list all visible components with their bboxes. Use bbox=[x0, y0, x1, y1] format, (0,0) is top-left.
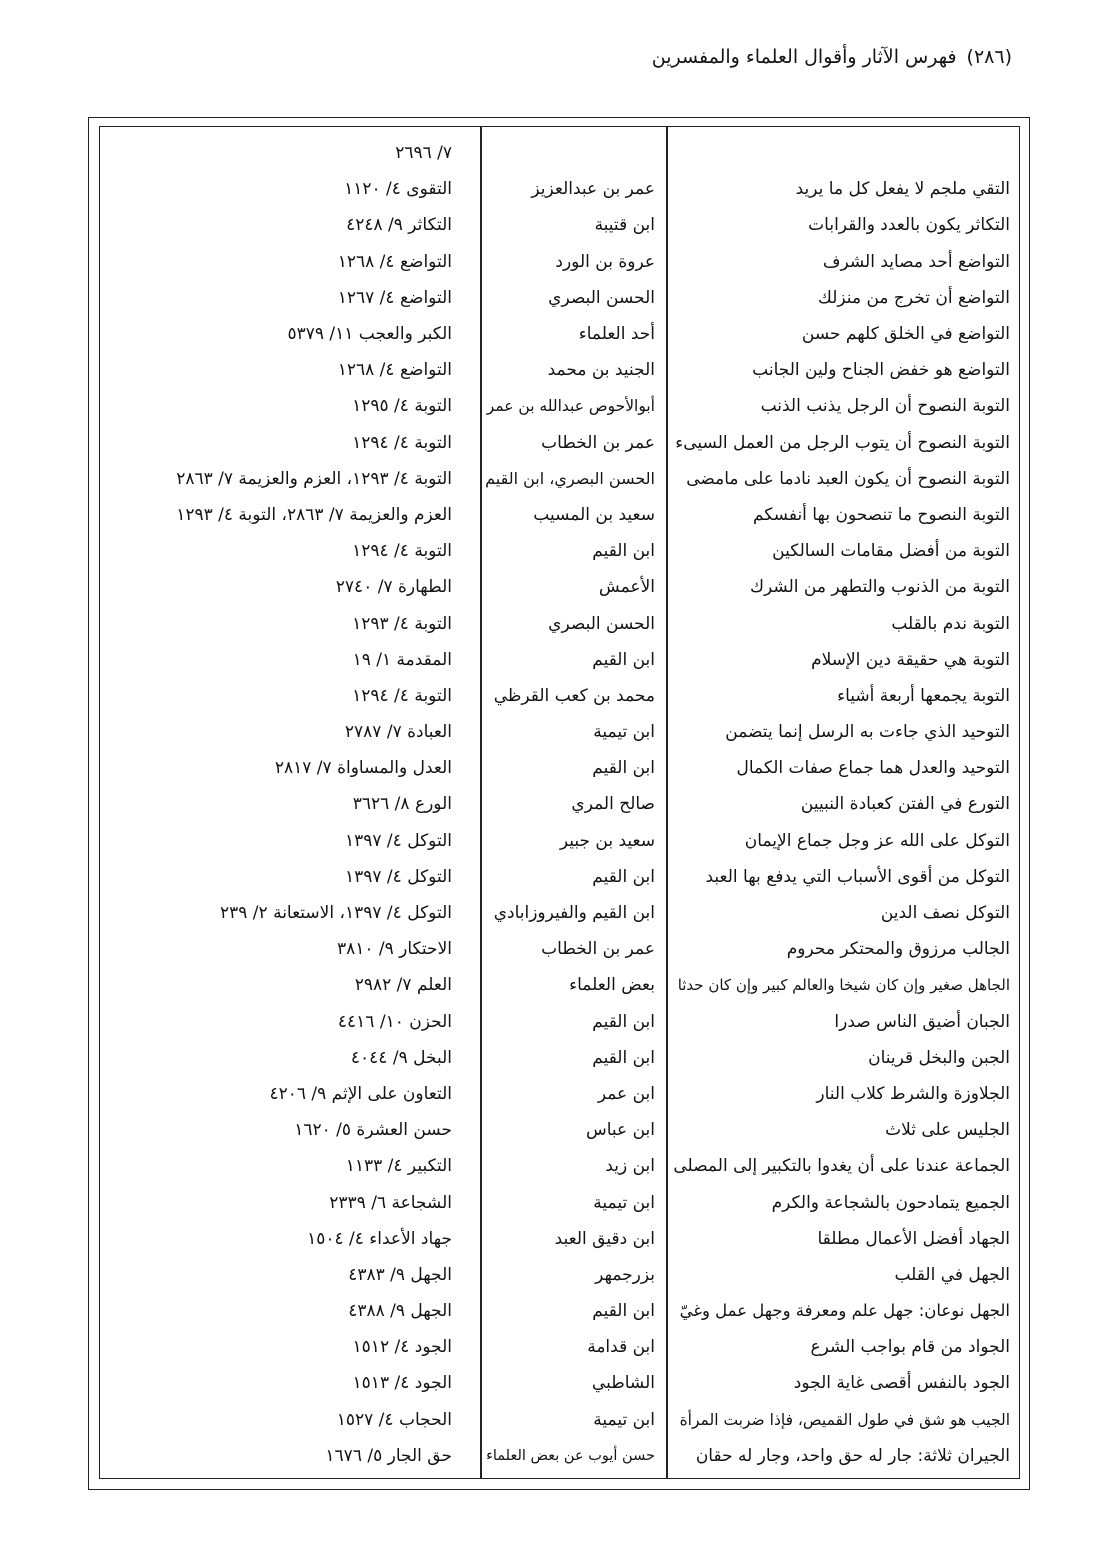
index-row bbox=[99, 1365, 1020, 1401]
saying-cell: الجبان أضيق الناس صدرا bbox=[834, 1011, 1010, 1032]
source-cell: الجنيد بن محمد bbox=[547, 360, 655, 381]
source-cell: عروة بن الورد bbox=[555, 251, 655, 272]
source-cell: ابن القيم والفيروزابادي bbox=[493, 903, 655, 924]
saying-cell: التوبة يجمعها أربعة أشياء bbox=[837, 685, 1010, 706]
reference-cell: التوبة ٤/ ١٢٩٣، العزم والعزيمة ٧/ ٢٨٦٣ bbox=[176, 468, 452, 489]
reference-cell: التوبة ٤/ ١٢٩٤ bbox=[352, 432, 452, 453]
saying-cell: الجهل نوعان: جهل علم ومعرفة وجهل عمل وغيّ bbox=[679, 1301, 1010, 1321]
index-row bbox=[99, 823, 1020, 859]
index-row bbox=[99, 714, 1020, 750]
saying-cell: التورع في الفتن كعبادة النبيين bbox=[800, 794, 1010, 815]
reference-cell: التوكل ٤/ ١٣٩٧ bbox=[345, 866, 452, 887]
saying-cell: التواضع في الخلق كلهم حسن bbox=[801, 324, 1010, 345]
source-cell: محمد بن كعب القرظي bbox=[493, 685, 655, 706]
index-row bbox=[99, 1293, 1020, 1329]
source-cell: سعيد بن المسيب bbox=[533, 504, 655, 525]
saying-cell: التواضع هو خفض الجناح ولين الجانب bbox=[752, 360, 1010, 381]
source-cell: ابن القيم bbox=[592, 758, 655, 779]
saying-cell: الجاهل صغير وإن كان شيخا والعالم كبير وإن كان حدثا bbox=[677, 976, 1010, 995]
source-cell: ابن القيم bbox=[592, 541, 655, 562]
reference-cell: البخل ٩/ ٤٠٤٤ bbox=[350, 1047, 452, 1068]
reference-cell: ٧/ ٢٦٩٦ bbox=[395, 143, 452, 164]
index-row bbox=[99, 1402, 1020, 1438]
index-row bbox=[99, 1112, 1020, 1148]
index-row bbox=[99, 425, 1020, 461]
saying-cell: الجيران ثلاثة: جار له حق واحد، وجار له حقان bbox=[695, 1445, 1010, 1466]
source-cell: حسن أيوب عن بعض العلماء bbox=[486, 1447, 655, 1464]
source-cell: ابن دقيق العبد bbox=[554, 1228, 655, 1249]
reference-cell: التقوى ٤/ ١١٢٠ bbox=[344, 179, 452, 200]
reference-cell: المقدمة ١/ ١٩ bbox=[352, 649, 452, 670]
saying-cell: التوبة النصوح أن الرجل يذنب الذنب bbox=[760, 396, 1010, 417]
saying-cell: الجواد من قام بواجب الشرع bbox=[810, 1337, 1010, 1358]
saying-cell: التوبة النصوح أن يكون العبد نادما على مامضى bbox=[686, 468, 1010, 489]
reference-cell: جهاد الأعداء ٤/ ١٥٠٤ bbox=[307, 1228, 452, 1249]
reference-cell: حسن العشرة ٥/ ١٦٢٠ bbox=[294, 1120, 452, 1141]
reference-cell: التوبة ٤/ ١٢٩٣ bbox=[352, 613, 452, 634]
reference-cell: الحزن ١٠/ ٤٤١٦ bbox=[337, 1011, 452, 1032]
saying-cell: الجهاد أفضل الأعمال مطلقا bbox=[817, 1228, 1010, 1249]
saying-cell: التوحيد والعدل هما جماع صفات الكمال bbox=[736, 758, 1010, 779]
saying-cell: التوبة هي حقيقة دين الإسلام bbox=[811, 649, 1010, 670]
source-cell: ابن قتيبة bbox=[594, 215, 655, 236]
reference-cell: الجهل ٩/ ٤٣٨٣ bbox=[348, 1264, 452, 1285]
index-row bbox=[99, 1040, 1020, 1076]
page-title: فهرس الآثار وأقوال العلماء والمفسرين bbox=[651, 46, 957, 68]
index-row bbox=[99, 497, 1020, 533]
index-row bbox=[99, 931, 1020, 967]
saying-cell: الجميع يتمادحون بالشجاعة والكرم bbox=[771, 1192, 1010, 1213]
reference-cell: حق الجار ٥/ ١٦٧٦ bbox=[325, 1445, 452, 1466]
source-cell: عمر بن الخطاب bbox=[541, 432, 655, 453]
reference-cell: الجهل ٩/ ٤٣٨٨ bbox=[348, 1301, 452, 1322]
page-header bbox=[652, 46, 1012, 68]
index-row bbox=[99, 967, 1020, 1003]
index-row bbox=[99, 533, 1020, 569]
source-cell: بزرجمهر bbox=[595, 1264, 655, 1285]
saying-cell: التقي ملجم لا يفعل كل ما يريد bbox=[795, 179, 1010, 200]
reference-cell: العلم ٧/ ٢٩٨٢ bbox=[354, 975, 452, 996]
reference-cell: التعاون على الإثم ٩/ ٤٢٠٦ bbox=[269, 1083, 452, 1104]
reference-cell: التوكل ٤/ ١٣٩٧، الاستعانة ٢/ ٢٣٩ bbox=[219, 903, 452, 924]
reference-cell: التواضع ٤/ ١٢٦٨ bbox=[337, 251, 452, 272]
index-row bbox=[99, 461, 1020, 497]
index-row bbox=[99, 678, 1020, 714]
saying-cell: الجلاوزة والشرط كلاب النار bbox=[816, 1083, 1010, 1104]
reference-cell: الشجاعة ٦/ ٢٣٣٩ bbox=[329, 1192, 452, 1213]
saying-cell: التوكل نصف الدين bbox=[880, 903, 1010, 924]
saying-cell: التوبة من الذنوب والتطهر من الشرك bbox=[750, 577, 1010, 598]
reference-cell: التواضع ٤/ ١٢٦٧ bbox=[337, 287, 452, 308]
reference-cell: الورع ٨/ ٣٦٢٦ bbox=[352, 794, 452, 815]
index-row bbox=[99, 569, 1020, 605]
index-row bbox=[99, 750, 1020, 786]
source-cell: ابن زيد bbox=[605, 1156, 655, 1177]
reference-cell: الاحتكار ٩/ ٣٨١٠ bbox=[336, 939, 452, 960]
reference-cell: التوبة ٤/ ١٢٩٥ bbox=[352, 396, 452, 417]
source-cell: ابن القيم bbox=[592, 1301, 655, 1322]
index-row bbox=[99, 1221, 1020, 1257]
reference-cell: الطهارة ٧/ ٢٧٤٠ bbox=[335, 577, 452, 598]
source-cell: ابن تيمية bbox=[593, 1192, 655, 1213]
saying-cell: التوبة النصوح أن يتوب الرجل من العمل السيىء bbox=[675, 432, 1010, 453]
source-cell: ابن القيم bbox=[592, 1011, 655, 1032]
index-row bbox=[99, 895, 1020, 931]
source-cell: ابن القيم bbox=[592, 1047, 655, 1068]
source-cell: الحسن البصري bbox=[548, 613, 655, 634]
index-row bbox=[99, 786, 1020, 822]
reference-cell: الجود ٤/ ١٥١٣ bbox=[352, 1373, 452, 1394]
saying-cell: التوبة ندم بالقلب bbox=[891, 613, 1010, 634]
saying-cell: الجماعة عندنا على أن يغدوا بالتكبير إلى المصلى bbox=[673, 1156, 1010, 1177]
index-row bbox=[99, 207, 1020, 243]
source-cell: سعيد بن جبير bbox=[559, 830, 655, 851]
saying-cell: التوبة النصوح ما تنصحون بها أنفسكم bbox=[752, 504, 1010, 525]
saying-cell: التوبة من أفضل مقامات السالكين bbox=[772, 541, 1010, 562]
index-row bbox=[99, 316, 1020, 352]
source-cell: الحسن البصري، ابن القيم bbox=[485, 468, 655, 488]
index-row bbox=[99, 859, 1020, 895]
index-row bbox=[99, 352, 1020, 388]
saying-cell: الجبن والبخل قرينان bbox=[868, 1047, 1010, 1068]
index-row bbox=[99, 1076, 1020, 1112]
reference-cell: التوكل ٤/ ١٣٩٧ bbox=[345, 830, 452, 851]
saying-cell: الجيب هو شق في طول القميص، فإذا ضربت المرأة bbox=[679, 1410, 1010, 1429]
saying-cell: التكاثر يكون بالعدد والقرابات bbox=[808, 215, 1010, 236]
reference-cell: العبادة ٧/ ٢٧٨٧ bbox=[344, 722, 452, 743]
index-row bbox=[99, 171, 1020, 207]
continuation-row bbox=[99, 135, 1020, 171]
saying-cell: التواضع أن تخرج من منزلك bbox=[817, 287, 1010, 308]
saying-cell: التوكل من أقوى الأسباب التي يدفع بها العبد bbox=[705, 866, 1010, 887]
source-cell: ابن قدامة bbox=[587, 1337, 655, 1358]
index-row bbox=[99, 1148, 1020, 1184]
index-row bbox=[99, 1329, 1020, 1365]
saying-cell: الجهل في القلب bbox=[894, 1264, 1010, 1285]
saying-cell: الجالب مرزوق والمحتكر محروم bbox=[786, 939, 1010, 960]
source-cell: الحسن البصري bbox=[548, 287, 655, 308]
source-cell: الأعمش bbox=[598, 577, 655, 598]
index-row bbox=[99, 1184, 1020, 1220]
source-cell: ابن القيم bbox=[592, 649, 655, 670]
reference-cell: التكاثر ٩/ ٤٢٤٨ bbox=[346, 215, 452, 236]
index-row bbox=[99, 1257, 1020, 1293]
index-row bbox=[99, 1438, 1020, 1474]
saying-cell bbox=[667, 135, 1020, 171]
page-number: (٢٨٦) bbox=[966, 46, 1012, 68]
index-row bbox=[99, 280, 1020, 316]
reference-cell: التوبة ٤/ ١٢٩٤ bbox=[352, 541, 452, 562]
saying-cell: الجليس على ثلاث bbox=[885, 1120, 1010, 1141]
source-cell: عمر بن عبدالعزيز bbox=[531, 179, 655, 200]
saying-cell: التوكل على الله عز وجل جماع الإيمان bbox=[744, 830, 1010, 851]
source-cell: ابن عمر bbox=[597, 1083, 655, 1104]
reference-cell: التواضع ٤/ ١٢٦٨ bbox=[337, 360, 452, 381]
index-row bbox=[99, 1004, 1020, 1040]
source-cell: عمر بن الخطاب bbox=[541, 939, 655, 960]
reference-cell: التوبة ٤/ ١٢٩٤ bbox=[352, 685, 452, 706]
index-row bbox=[99, 388, 1020, 424]
source-cell: أبوالأحوص عبدالله بن عمر bbox=[486, 397, 655, 416]
reference-cell: العزم والعزيمة ٧/ ٢٨٦٣، التوبة ٤/ ١٢٩٣ bbox=[176, 504, 452, 525]
source-cell: ابن تيمية bbox=[593, 1409, 655, 1430]
index-table bbox=[99, 135, 1020, 1474]
saying-cell: التواضع أحد مصايد الشرف bbox=[822, 251, 1010, 272]
source-cell: أحد العلماء bbox=[578, 324, 655, 345]
reference-cell: الحجاب ٤/ ١٥٢٧ bbox=[336, 1409, 452, 1430]
reference-cell: الكبر والعجب ١١/ ٥٣٧٩ bbox=[287, 324, 452, 345]
reference-cell: العدل والمساواة ٧/ ٢٨١٧ bbox=[274, 758, 452, 779]
saying-cell: التوحيد الذي جاءت به الرسل إنما يتضمن bbox=[725, 722, 1010, 743]
source-cell: ابن عباس bbox=[585, 1120, 655, 1141]
source-cell: صالح المري bbox=[571, 794, 655, 815]
source-cell: الشاطبي bbox=[591, 1373, 655, 1394]
index-row bbox=[99, 642, 1020, 678]
reference-cell: الجود ٤/ ١٥١٢ bbox=[352, 1337, 452, 1358]
reference-cell: التكبير ٤/ ١١٣٣ bbox=[345, 1156, 452, 1177]
saying-cell: الجود بالنفس أقصى غاية الجود bbox=[793, 1373, 1010, 1394]
source-cell: بعض العلماء bbox=[569, 975, 655, 996]
source-cell: ابن تيمية bbox=[593, 722, 655, 743]
index-row bbox=[99, 605, 1020, 641]
source-cell bbox=[481, 135, 667, 171]
index-row bbox=[99, 244, 1020, 280]
source-cell: ابن القيم bbox=[592, 866, 655, 887]
